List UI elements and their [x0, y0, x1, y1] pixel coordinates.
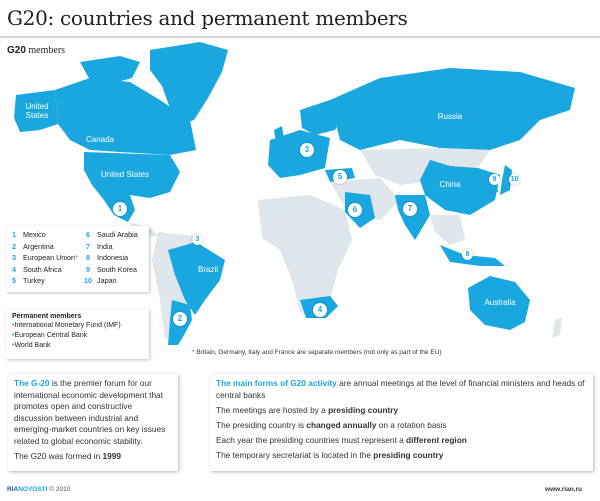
brand-novosti: NOVOSTI	[18, 486, 48, 493]
label-brazil: Brazil	[197, 265, 218, 274]
legend-item: 9 South Korea	[86, 264, 137, 274]
marker-south-korea[interactable]: 9	[489, 174, 500, 185]
label-russia: Russia	[437, 112, 463, 121]
legend-item: 1 Mexico	[12, 230, 46, 239]
formed-paragraph: The G20 was formed in 1999	[14, 450, 122, 461]
marker-indonesia[interactable]: 8	[462, 249, 473, 260]
activity-line: The presiding country is changed annually on a rotation basis	[216, 419, 447, 430]
about-g20-box	[8, 374, 178, 471]
permanent-member-item: •European Central Bank	[12, 332, 88, 339]
marker-india[interactable]: 7	[403, 202, 417, 216]
legend-item: 10 Japan	[84, 276, 117, 285]
marker-south-africa[interactable]: 4	[313, 303, 327, 317]
legend-item: 5 Turkey	[12, 276, 45, 285]
russia	[330, 68, 575, 150]
activity-line: The meetings are hosted by a presiding country	[216, 404, 399, 415]
marker-eu[interactable]: 3	[300, 143, 314, 157]
activity-box	[210, 374, 593, 471]
legend-item: 4 South Africa	[12, 264, 62, 274]
legend-item: 3 European Union*	[12, 253, 78, 262]
marker-japan[interactable]: 10	[510, 176, 519, 183]
brand-ria: RIA	[7, 486, 19, 493]
label-us-main: United States	[100, 170, 150, 179]
legend-item: 2 Argentina	[12, 241, 54, 251]
subtitle-rest: members	[25, 45, 66, 56]
marker-mexico[interactable]: 1	[113, 202, 127, 216]
label-us-alaska: United States	[25, 102, 49, 120]
activity-lead: The main forms of G20 activity are annual meetings at the level of financial ministers and heads of central banks	[216, 378, 585, 400]
page-title: G20: countries and permanent members	[7, 6, 408, 30]
bullet-icon: •	[12, 342, 15, 349]
permanent-members-heading: Permanent members	[12, 313, 82, 320]
eu-footnote: * Britain, Germany, Italy and France are separate members (not only as part of the EU)	[192, 349, 442, 356]
marker-argentina[interactable]: 2	[173, 312, 187, 326]
about-paragraph: The G-20 is the premier forum for our international economic development that promotes open and constructive discussion between industrial and emerging-market countries on key issues related to global economic stability.	[14, 378, 166, 446]
label-canada: Canada	[85, 135, 115, 144]
subtitle-bold: G20	[7, 45, 26, 56]
new-zealand	[552, 318, 562, 338]
marker-turkey[interactable]: 5	[333, 170, 347, 184]
activity-line: Each year the presiding countries must represent a different region	[216, 434, 467, 445]
members-legend	[6, 226, 149, 292]
label-australia: Australia	[484, 298, 516, 307]
bullet-icon: •	[12, 322, 15, 329]
activity-line: The temporary secretariat is located in the presiding country	[216, 449, 444, 460]
marker-eu-guiana[interactable]: 3	[192, 234, 203, 245]
bullet-icon: •	[12, 332, 15, 339]
legend-item: 7 India	[86, 241, 113, 251]
permanent-member-item: •International Monetary Fund (IMF)	[12, 322, 121, 329]
footer-url[interactable]: www.rian.ru	[545, 486, 582, 493]
footer-credit: RIANOVOSTI © 2010	[7, 486, 71, 493]
se-asia-other	[430, 215, 465, 245]
permanent-member-item: •World Bank	[12, 342, 51, 349]
permanent-members-box	[6, 309, 149, 359]
legend-item: 6 Saudi Arabia	[86, 230, 138, 239]
label-china: China	[439, 180, 461, 189]
marker-saudi-arabia[interactable]: 6	[348, 203, 362, 217]
legend-item: 8 Indonesia	[86, 253, 129, 262]
